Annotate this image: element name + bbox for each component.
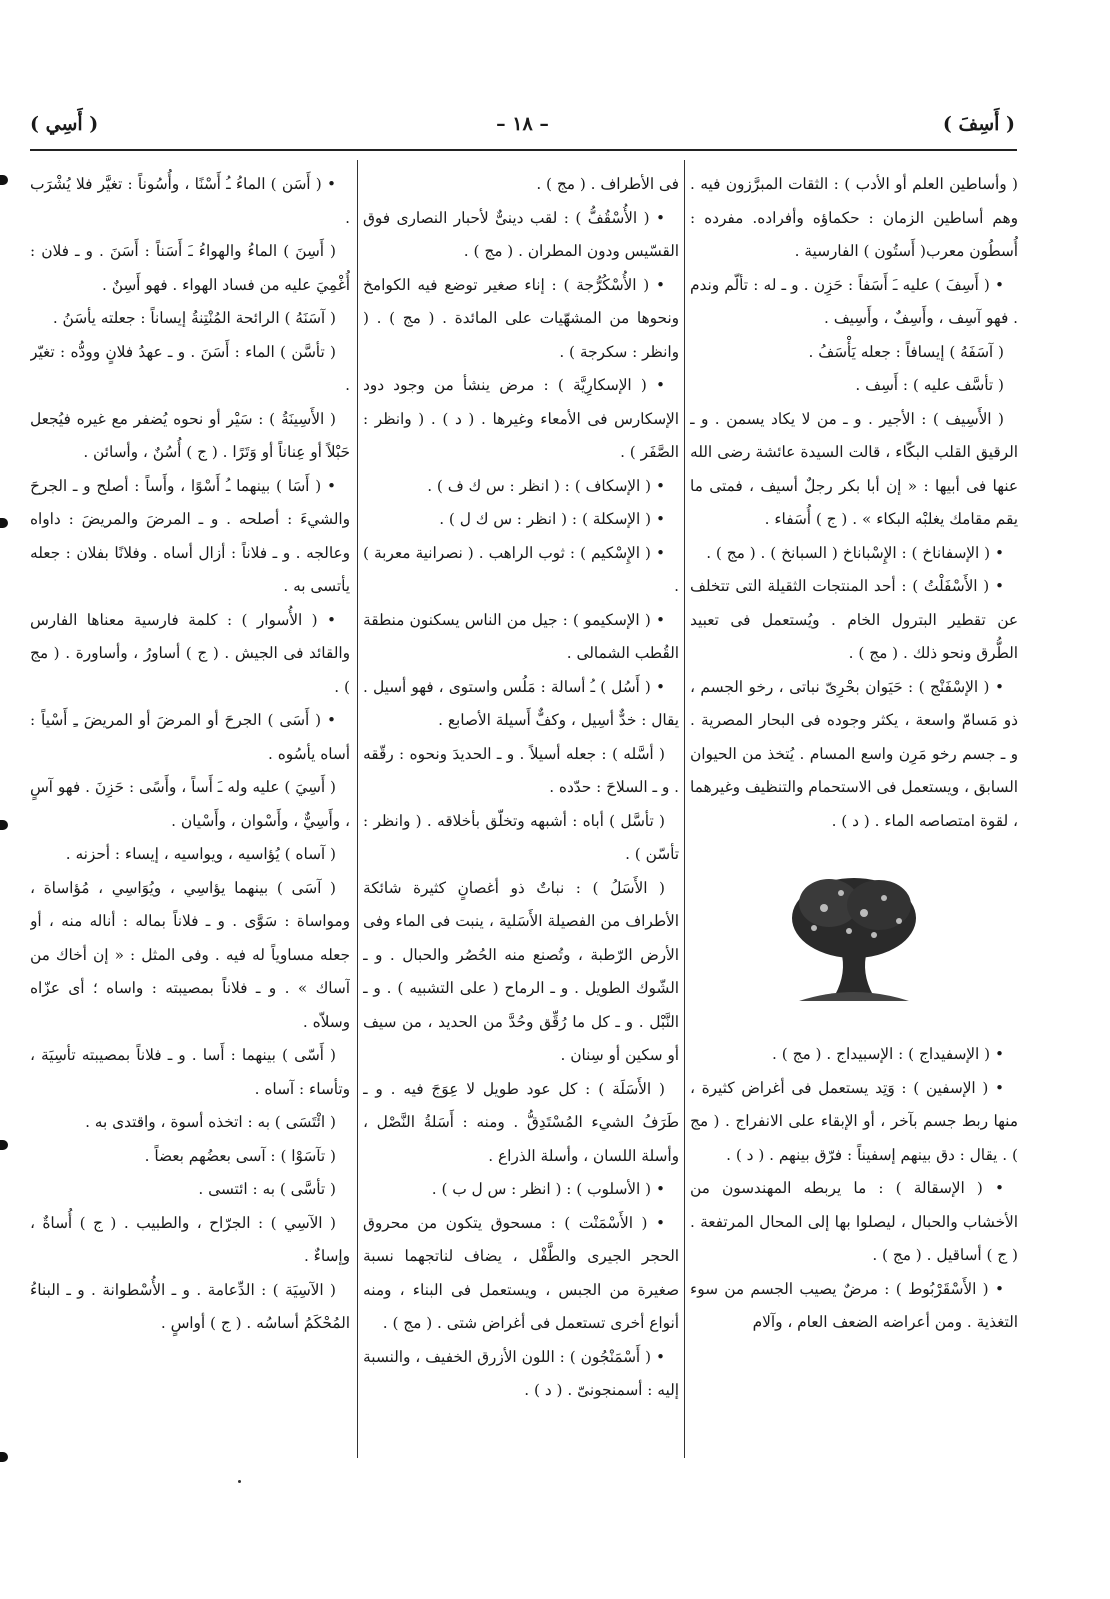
print-speck — [238, 1480, 241, 1483]
dictionary-entry: • ( الإسكارِيَّة ) : مرض ينشأ من وجود دود الإسكارس فى الأمعاء وغيرها . ( د ) . ( وانظر : الصَّفَر ) . — [363, 376, 679, 461]
dictionary-entry: • ( الأسلوب ) : ( انظر : س ل ب ) . — [431, 1180, 665, 1198]
dictionary-entry: ( آسَفَهُ ) إيسافاً : جعله يَأْسَفُ . — [808, 342, 1004, 361]
dictionary-entry: ( آسَنَهُ ) الرائحة المُنْتِنةُ إيساناً : جعلته يأسَنُ . — [52, 309, 336, 327]
dictionary-entry: • ( الأَسْفَلْتُ ) : أحد المنتجات الثقيلة التى تتخلف عن تقطير البترول الخام . ويُستعمل فى تعبيد الطُّرق ونحو ذلك . ( مج ) . — [690, 577, 1018, 662]
dictionary-entry: ( الأَسِيف ) : الأجير . و ـ من لا يكاد يسمن . و ـ الرقيق القلب البكّاء ، قالت السيدة عائشة رضى الله عنها فى أبيها : « إن أبا بكر رجلٌ أسيف ، فمتى ما يقم مقامك يغلبْه البكاء » . ( ج ) أُسَفاء . — [690, 409, 1018, 528]
dictionary-entry: ( وأساطين العلم أو الأدب ) : الثقات المبرَّزون فيه . وهم أساطين الزمان : حكماؤه وأفراده. مفرده : أُسطُون معرب( أَستُون ) الفارسية . — [690, 175, 1018, 260]
dictionary-entry: • ( الإِسْكيم ) : ثوب الراهب . ( نصرانية معربة ) . — [363, 543, 679, 595]
dictionary-entry: ( تآسَوْا ) : آسى بعضُهم بعضاً . — [144, 1146, 336, 1165]
dictionary-entry: • ( الإسْفَنْج ) : حَيَوان بحْرِىّ نباتى ، رخو الجسم ، ذو مَسامّ واسعة ، يكثر وجوده فى البحار المصرية . و ـ جسم رخو مَرِن واسع المسام . يُتخذ من الحيوان السابق ، ويستعمل فى الاستحمام والتنظيف وغيرهما ، لقوة امتصاصه الماء . ( د ) . — [690, 677, 1018, 830]
dictionary-entry: • ( أَسِفَ ) عليه ـَ أَسَفاً : حَزِن . و ـ له : تألّم وندم . فهو آسِف ، وأَسِفٌ ، وأَسِيف . — [690, 275, 1018, 327]
dictionary-entry: ( الأَسِينَةُ ) : سَيْر أو نحوه يُضفر مع غيره فيُجعل حَبْلاً أو عِناناً أو وَتَرًا . ( ج ) أُسُنٌ ، وأسائن . — [30, 409, 350, 461]
dictionary-entry: ( تأسَّل ) أباه : أشبهه وتخلّق بأخلاقه . ( وانظر : تأسّن ) . — [363, 811, 679, 863]
page-number: – ١٨ – — [496, 113, 549, 135]
dictionary-entry: • ( الإسفين ) : وَتِد يستعمل فى أغراض كثيرة ، منها ربط جسم بآخر ، أو الإبقاء على الانفراج . ( مج ) . يقال : دق بينهم إسفيناً : فرّق بينهم . ( د ) . — [690, 1078, 1018, 1164]
dictionary-entry: ( تأسَّن ) الماء : أَسَنَ . و ـ عهدُ فلانٍ وودُّه : تغيّر . — [30, 342, 350, 394]
dictionary-entry: ( الأَسَلُ ) : نباتٌ ذو أغصانٍ كثيرة شائكة الأطراف من الفصيلة الأَسَلية ، ينبت فى الماء وفى الأرض الرّطبة ، وتُصنع منه الحُصُر والحبال . و ـ الشّوك الطويل . و ـ الرماح ( على التشبيه ) . و ـ النَّبْل . و ـ كل ما رُقِّق وحُدَّ من الحديد ، من سيف أو سكين أو سِنان . — [363, 878, 679, 1064]
dictionary-entry: • ( أَسَى ) الجرحَ أو المرضَ أو المريضَ ـِ أَسْياً : أساه يأسُوه . — [30, 711, 350, 763]
sponge-illustration — [690, 838, 1018, 1038]
dictionary-entry: • ( الأُسْقُفُّ ) : لقب دينىٌّ لأحبار النصارى فوق القسّيس ودون المطران . ( مج ) . — [363, 208, 679, 260]
dictionary-entry: ( أَسّى ) بينهما : أَسا . و ـ فلاناً بمصيبته تأسِيَة ، وتأساء : آساه . — [30, 1046, 350, 1098]
column-divider — [357, 160, 358, 1458]
right-column — [690, 168, 1018, 1458]
dictionary-entry: • ( الأَسْقَرْبُوط ) : مرضٌ يصيب الجسم من سوء التغذية . ومن أعراضه الضعف العام ، وآلام — [690, 1279, 1018, 1331]
dictionary-entry: ( الآسِي ) : الجرّاح ، والطبيب . ( ج ) أُساةٌ ، وإساءٌ . — [30, 1213, 350, 1265]
dictionary-entry: • ( أَسُل ) ـُ أسالة : مَلُس واستوى ، فهو أسيل . يقال : خدٌّ أسِيل ، وكفٌّ أَسيلة الأصابع . — [363, 677, 679, 729]
dictionary-entry: ( الآسِيَة ) : الدِّعامة . و ـ الأُسْطوانة . و ـ البناءُ المُحْكَمُ أساسُه . ( ج ) أواسٍ . — [30, 1280, 350, 1332]
page-header — [30, 113, 1015, 145]
dictionary-entry: • ( الإسكيمو ) : جيل من الناس يسكنون منطقة القُطب الشمالى . — [363, 610, 679, 662]
header-entry-left: ( أَسِي ) — [30, 113, 99, 135]
margin-mark — [0, 1452, 8, 1462]
dictionary-entry: • ( الإسفاناخ ) : الإِسْباناخ ( السبانخ ) . ( مج ) . — [706, 543, 1004, 562]
dictionary-entry: ( ائْتَسَى ) به : اتخذه أسوة ، واقتدى به . — [85, 1113, 336, 1131]
dictionary-entry: ( أسَّله ) : جعله أسيلاً . و ـ الحديدَ ونحوه : رقّقه . و ـ السلاحَ : حدّده . — [363, 744, 679, 796]
dictionary-entry: ( الأَسَلَة ) : كل عود طويل لا عِوَجَ فيه . و ـ طَرَفُ الشيء المُسْتَدِقُّ . ومنه : أَسَلةُ النَّصْل ، وأسلة اللسان ، وأسلة الذراع . — [363, 1079, 679, 1165]
dictionary-entry: ( آساه ) يُؤاسيه ، ويواسيه ، إيساء : أحزنه . — [65, 845, 336, 863]
dictionary-entry: ( آسَى ) بينهما يؤاسِي ، ويُوَاسِي ، مُؤاساة ، ومواساة : سَوَّى . و ـ فلاناً بماله : أناله منه ، أو جعله مساوياً له فيه . وفى المثل : « إن أخاك من آساك » . و ـ فلاناً بمصيبته : واساه ؛ أى عزّاه وسلاّه . — [30, 878, 350, 1031]
dictionary-entry: • ( الأُسْكُرُّجة ) : إناء صغير توضع فيه الكوامخ ونحوها من المشهّيات على المائدة . ( مج ) . ( وانظر : سكرجة ) . — [363, 275, 679, 361]
header-rule — [30, 149, 1017, 151]
dictionary-entry: • ( أَسْمَنْجُون ) : اللون الأزرق الخفيف ، والنسبة إليه : أسمنجونىّ . ( د ) . — [363, 1347, 679, 1399]
header-entry-right: ( أَسِفَ ) — [942, 113, 1015, 135]
margin-mark — [0, 1140, 8, 1150]
dictionary-entry: • ( أَسَا ) بينهما ـُ أَسْوًا ، وأَساً : أصلح و ـ الجرحَ والشيءَ : أصلحه . و ـ المرضَ والمريضَ : داواه وعالجه . و ـ فلاناً : أزال أساه . وفلانًا بفلان : جعله يأتسى به . — [30, 476, 350, 595]
left-column — [30, 168, 350, 1458]
margin-mark — [0, 820, 8, 830]
middle-column — [363, 168, 679, 1458]
dictionary-entry: ( أَسِنَ ) الماءُ والهواءُ ـَ أَسَناً : أَسَنَ . و ـ فلان : أُغْمِيَ عليه من فساد الهواء . فهو أَسِنٌ . — [30, 242, 350, 294]
dictionary-entry: • ( الأُسوار ) : كلمة فارسية معناها الفارس والقائد فى الجيش . ( ج ) أساورُ ، وأساورة . ( مج ) . — [30, 610, 350, 696]
dictionary-entry: • ( أَسَن ) الماءُ ـُ أَسْنًا ، وأُسُوناً : تغيَّر فلا يُشْرَب . — [30, 175, 350, 227]
dictionary-entry: • ( الإسكاف ) : ( انظر : س ك ف ) . — [427, 476, 665, 495]
dictionary-entry: • ( الإسكلة ) : ( انظر : س ك ل ) . — [439, 510, 665, 528]
margin-mark — [0, 518, 8, 528]
sponge-icon — [769, 863, 939, 1013]
dictionary-entry: • ( الإسفيداج ) : الإسبيداج . ( مج ) . — [772, 1045, 1004, 1063]
dictionary-entry: • ( الأَسْمَنْت ) : مسحوق يتكون من محروق الحجر الجيرى والطَّفْل ، يضاف لناتجهما نسبة صغيرة من الجبس ، ويستعمل فى البناء ، ومنه أنواع أخرى تستعمل فى أغراض شتى . ( مج ) . — [363, 1213, 679, 1332]
dictionary-entry: فى الأطراف . ( مج ) . — [536, 175, 679, 193]
dictionary-entry: • ( الإسقالة ) : ما يربطه المهندسون من الأخشاب والحبال ، ليصلوا بها إلى المحال المرتفعة . ( ج ) أساقيل . ( مج ) . — [690, 1179, 1018, 1264]
dictionary-entry: ( تأسَّى ) به : ائتسى . — [198, 1180, 336, 1198]
dictionary-entry: ( تأسَّف عليه ) : أَسِف . — [855, 376, 1004, 394]
margin-mark — [0, 175, 8, 185]
dictionary-entry: ( أَسِيَ ) عليه وله ـَ أَساً ، وأَسًى : حَزِنَ . فهو آسٍ ، وأَسِيٌّ ، وأَسْوان ، وأَسْيان . — [30, 778, 350, 830]
column-divider — [684, 160, 685, 1458]
